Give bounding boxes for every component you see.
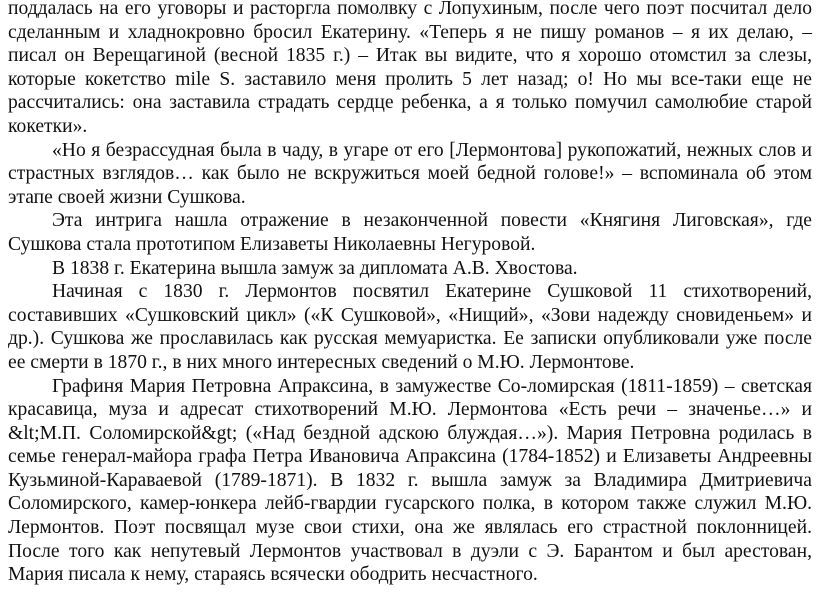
paragraph-4: В 1838 г. Екатерина вышла замуж за дипломата А.В. Хвостова.	[52, 257, 578, 279]
paragraph-1: поддалась на его уговоры и расторгла помолвку с Лопухиным, после чего поэт посчитал дело сделанным и хладнокровно бросил Екатерину. «Теперь я не пишу романов – я их делаю, – писал он Верещагиной (весной 1835 г.) – Итак вы видите, что я хорошо отомстил за слезы, которые кокетство mile S. заставило меня пролить 5 лет назад; о! Но мы все-таки еще не рассчитались: она заставила страдать сердце ребенка, а я только помучил самолюбие старой кокетки».	[8, 0, 812, 137]
paragraph-2: «Но я безрассудная была в чаду, в угаре от его [Лермонтова] рукопожатий, нежных слов и страстных взглядов… как было не вскружиться моей бедной голове!» – вспоминала об этом этапе своей жизни Сушкова.	[8, 139, 812, 208]
paragraph-6: Графиня Мария Петровна Апраксина, в замужестве Со-ломирская (1811-1859) – светская красавица, муза и адресат стихотворений М.Ю. Лермонтова «Есть речи – значенье…» и &lt;М.П. Соломирской&gt; («Над бездной адскою блуждая…»). Мария Петровна родилась в семье генерал-майора графа Петра Ивановича Апраксина (1784-1852) и Елизаветы Андреевны Кузьминой-Караваевой (1789-1871). В 1832 г. вышла замуж за Владимира Дмитриевича Соломирского, камер-юнкера лейб-гвардии гусарского полка, в котором также служил М.Ю. Лермонтов. Поэт посвящал музе свои стихи, она же являлась его страстной поклонницей. После того как непутевый Лермонтов участвовал в дуэли с Э. Барантом и был арестован, Мария писала к нему, стараясь всячески ободрить несчастного.	[8, 375, 812, 586]
paragraph-5: Начиная с 1830 г. Лермонтов посвятил Екатерине Сушковой 11 стихотворений, составивших «Сушковский цикл» («К Сушковой», «Нищий», «Зови надежду сновиденьем» и др.). Сушкова же прославилась как русская мемуаристка. Ее записки опубликовали уже после ее смерти в 1870 г., в них много интересных сведений о М.Ю. Лермонтове.	[8, 281, 812, 373]
paragraph-3: Эта интрига нашла отражение в незаконченной повести «Княгиня Лиговская», где Сушкова стала прототипом Елизаветы Николаевны Негуровой.	[8, 210, 812, 255]
